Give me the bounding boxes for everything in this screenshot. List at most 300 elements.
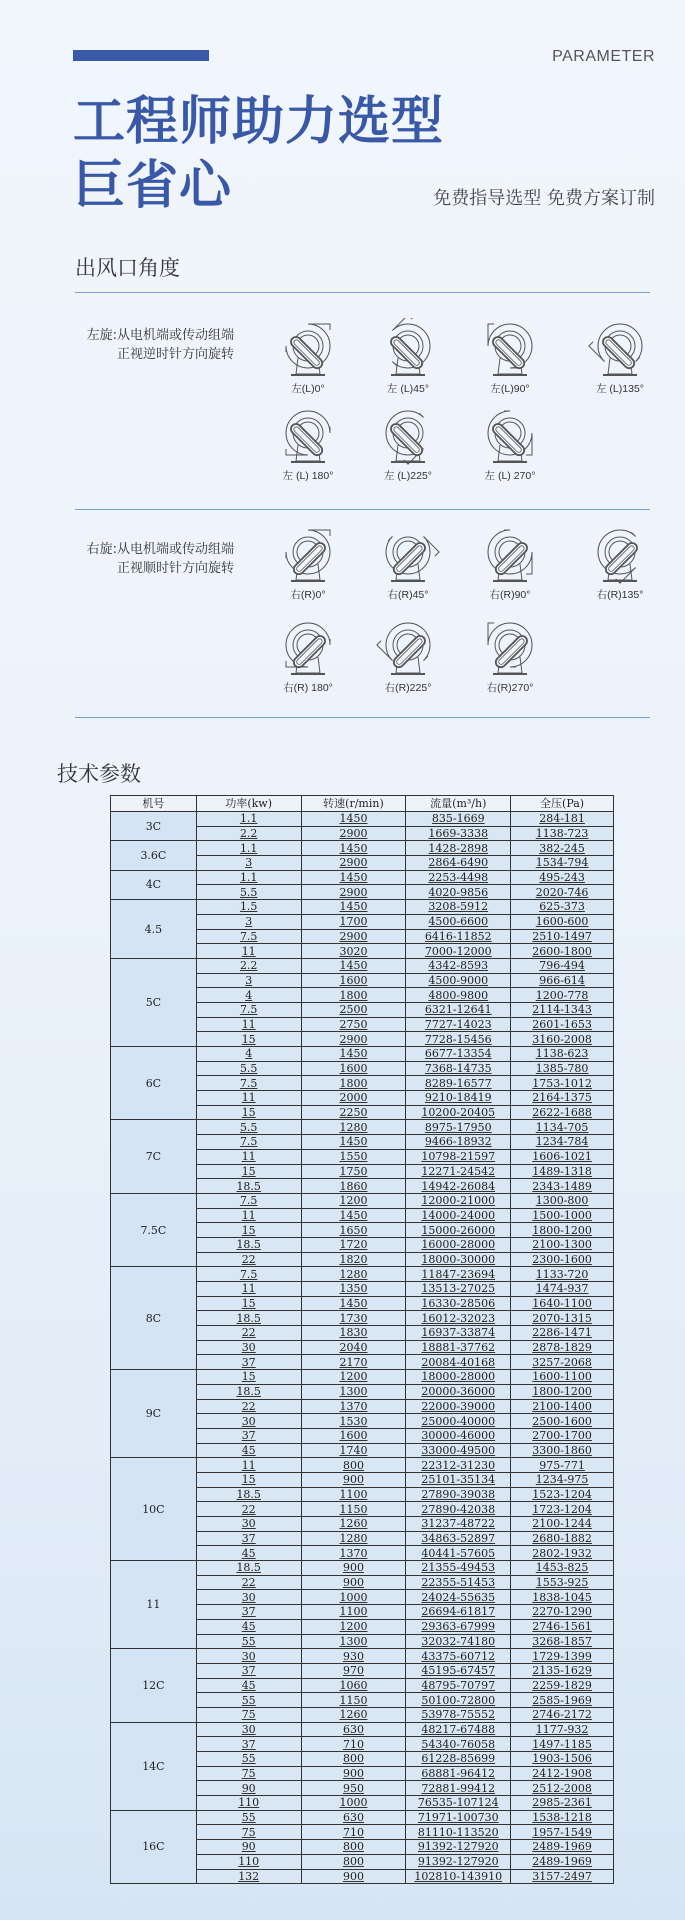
speed-cell: 1600 <box>301 973 406 988</box>
speed-cell: 2750 <box>301 1017 406 1032</box>
fan-outlet-icon <box>276 617 340 679</box>
flow-cell: 54340-76058 <box>406 1737 511 1752</box>
fan-outlet-icon <box>588 524 652 586</box>
flow-cell: 9466-18932 <box>406 1135 511 1150</box>
speed-cell: 1100 <box>301 1605 406 1620</box>
power-cell: 18.5 <box>196 1179 301 1194</box>
fan-angle-label: 左 (L)135° <box>596 383 644 395</box>
pressure-cell: 1729-1399 <box>511 1649 614 1664</box>
speed-cell: 1370 <box>301 1399 406 1414</box>
fan-angle-label: 右(R)135° <box>596 589 644 601</box>
power-cell: 110 <box>196 1854 301 1869</box>
pressure-cell: 284-181 <box>511 812 614 827</box>
flow-cell: 7728-15456 <box>406 1032 511 1047</box>
flow-cell: 9210-18419 <box>406 1091 511 1106</box>
flow-cell: 20000-36000 <box>406 1384 511 1399</box>
fan-left-225 <box>373 405 443 483</box>
power-cell: 37 <box>196 1428 301 1443</box>
speed-cell: 1550 <box>301 1149 406 1164</box>
fan-angle-label: 右(R)45° <box>387 589 429 601</box>
pressure-cell: 2512-2008 <box>511 1781 614 1796</box>
power-cell: 110 <box>196 1796 301 1811</box>
power-cell: 11 <box>196 1149 301 1164</box>
power-cell: 7.5 <box>196 1193 301 1208</box>
speed-cell: 1750 <box>301 1164 406 1179</box>
fan-outlet-icon <box>478 318 542 380</box>
pressure-cell: 1138-623 <box>511 1047 614 1062</box>
pressure-cell: 1838-1045 <box>511 1590 614 1605</box>
table-row <box>111 1370 614 1385</box>
speed-cell: 1700 <box>301 914 406 929</box>
pressure-cell: 1903-1506 <box>511 1752 614 1767</box>
speed-cell: 800 <box>301 1854 406 1869</box>
flow-cell: 10798-21597 <box>406 1149 511 1164</box>
flow-cell: 18881-37762 <box>406 1340 511 1355</box>
column-header: 机号 <box>111 796 197 812</box>
speed-cell: 1200 <box>301 1619 406 1634</box>
pressure-cell: 2412-1908 <box>511 1766 614 1781</box>
power-cell: 37 <box>196 1531 301 1546</box>
power-cell: 15 <box>196 1223 301 1238</box>
pressure-cell: 1500-1000 <box>511 1208 614 1223</box>
speed-cell: 1370 <box>301 1546 406 1561</box>
fan-outlet-icon <box>376 318 440 380</box>
pressure-cell: 2343-1489 <box>511 1179 614 1194</box>
power-cell: 15 <box>196 1105 301 1120</box>
power-cell: 5.5 <box>196 885 301 900</box>
fan-right-270 <box>475 617 545 695</box>
divider <box>75 717 650 718</box>
speed-cell: 1450 <box>301 841 406 856</box>
power-cell: 75 <box>196 1825 301 1840</box>
speed-cell: 900 <box>301 1472 406 1487</box>
table-row <box>111 1649 614 1664</box>
power-cell: 15 <box>196 1472 301 1487</box>
speed-cell: 2900 <box>301 826 406 841</box>
flow-cell: 7727-14023 <box>406 1017 511 1032</box>
model-cell: 8C <box>111 1267 197 1370</box>
flow-cell: 68881-96412 <box>406 1766 511 1781</box>
pressure-cell: 2985-2361 <box>511 1796 614 1811</box>
flow-cell: 48217-67488 <box>406 1722 511 1737</box>
flow-cell: 72881-99412 <box>406 1781 511 1796</box>
pressure-cell: 2270-1290 <box>511 1605 614 1620</box>
fan-left-45 <box>373 318 443 396</box>
model-cell: 7C <box>111 1120 197 1193</box>
fan-right-0 <box>273 524 343 602</box>
power-cell: 5.5 <box>196 1120 301 1135</box>
speed-cell: 2040 <box>301 1340 406 1355</box>
flow-cell: 22355-51453 <box>406 1575 511 1590</box>
power-cell: 45 <box>196 1546 301 1561</box>
power-cell: 4 <box>196 1047 301 1062</box>
pressure-cell: 2300-1600 <box>511 1252 614 1267</box>
speed-cell: 1260 <box>301 1707 406 1722</box>
fan-angle-label: 右(R)225° <box>384 682 432 694</box>
speed-cell: 710 <box>301 1737 406 1752</box>
power-cell: 30 <box>196 1590 301 1605</box>
speed-cell: 1280 <box>301 1531 406 1546</box>
table-row <box>111 1120 614 1135</box>
flow-cell: 11847-23694 <box>406 1267 511 1282</box>
divider <box>75 292 650 293</box>
pressure-cell: 3300-1860 <box>511 1443 614 1458</box>
fan-angle-label: 右(R) 180° <box>283 682 333 694</box>
pressure-cell: 3160-2008 <box>511 1032 614 1047</box>
pressure-cell: 1300-800 <box>511 1193 614 1208</box>
pressure-cell: 2700-1700 <box>511 1428 614 1443</box>
table-row <box>111 1722 614 1737</box>
fan-outlet-icon <box>478 617 542 679</box>
pressure-cell: 1489-1318 <box>511 1164 614 1179</box>
table-row <box>111 1458 614 1473</box>
flow-cell: 24024-55635 <box>406 1590 511 1605</box>
pressure-cell: 1538-1218 <box>511 1810 614 1825</box>
flow-cell: 6416-11852 <box>406 929 511 944</box>
speed-cell: 1530 <box>301 1414 406 1429</box>
table-row <box>111 1047 614 1062</box>
pressure-cell: 1134-705 <box>511 1120 614 1135</box>
fan-angle-label: 左 (L) 180° <box>282 470 334 482</box>
flow-cell: 7000-12000 <box>406 944 511 959</box>
pressure-cell: 2164-1375 <box>511 1091 614 1106</box>
fan-angle-label: 左(L)90° <box>490 383 530 395</box>
power-cell: 75 <box>196 1766 301 1781</box>
pressure-cell: 1640-1100 <box>511 1296 614 1311</box>
pressure-cell: 2100-1300 <box>511 1237 614 1252</box>
power-cell: 45 <box>196 1443 301 1458</box>
power-cell: 90 <box>196 1781 301 1796</box>
left-desc-line-1: 左旋:从电机端或传动组端 <box>86 328 234 343</box>
flow-cell: 40441-57605 <box>406 1546 511 1561</box>
flow-cell: 12271-24542 <box>406 1164 511 1179</box>
power-cell: 75 <box>196 1707 301 1722</box>
model-cell: 4C <box>111 870 197 899</box>
flow-cell: 102810-143910 <box>406 1869 511 1884</box>
speed-cell: 1830 <box>301 1326 406 1341</box>
model-cell: 10C <box>111 1458 197 1561</box>
table-row <box>111 900 614 915</box>
power-cell: 45 <box>196 1619 301 1634</box>
speed-cell: 710 <box>301 1825 406 1840</box>
pressure-cell: 2020-746 <box>511 885 614 900</box>
speed-cell: 1260 <box>301 1517 406 1532</box>
model-cell: 3.6C <box>111 841 197 870</box>
fan-outlet-icon <box>276 524 340 586</box>
pressure-cell: 1523-1204 <box>511 1487 614 1502</box>
pressure-cell: 1497-1185 <box>511 1737 614 1752</box>
flow-cell: 4342-8593 <box>406 958 511 973</box>
power-cell: 30 <box>196 1414 301 1429</box>
pressure-cell: 975-771 <box>511 1458 614 1473</box>
speed-cell: 900 <box>301 1561 406 1576</box>
power-cell: 11 <box>196 944 301 959</box>
spec-table <box>110 795 614 1884</box>
speed-cell: 1200 <box>301 1370 406 1385</box>
fan-angle-label: 右(R)0° <box>290 589 326 601</box>
right-desc-line-2: 正视顺时针方向旋转 <box>116 561 234 576</box>
pressure-cell: 2500-1600 <box>511 1414 614 1429</box>
left-rotation-desc <box>72 326 234 364</box>
flow-cell: 18000-28000 <box>406 1370 511 1385</box>
pressure-cell: 966-614 <box>511 973 614 988</box>
model-cell: 6C <box>111 1047 197 1120</box>
flow-cell: 4020-9856 <box>406 885 511 900</box>
power-cell: 7.5 <box>196 1002 301 1017</box>
speed-cell: 1450 <box>301 812 406 827</box>
flow-cell: 8289-16577 <box>406 1076 511 1091</box>
speed-cell: 900 <box>301 1869 406 1884</box>
speed-cell: 1200 <box>301 1193 406 1208</box>
power-cell: 15 <box>196 1370 301 1385</box>
power-cell: 1.1 <box>196 870 301 885</box>
flow-cell: 15000-26000 <box>406 1223 511 1238</box>
power-cell: 30 <box>196 1649 301 1664</box>
flow-cell: 53978-75552 <box>406 1707 511 1722</box>
model-cell: 11 <box>111 1561 197 1649</box>
flow-cell: 29363-67999 <box>406 1619 511 1634</box>
table-row <box>111 1193 614 1208</box>
fan-right-45 <box>373 524 443 602</box>
speed-cell: 1350 <box>301 1282 406 1297</box>
flow-cell: 16000-28000 <box>406 1237 511 1252</box>
table-row <box>111 841 614 856</box>
speed-cell: 1060 <box>301 1678 406 1693</box>
fan-left-180 <box>273 405 343 483</box>
pressure-cell: 2070-1315 <box>511 1311 614 1326</box>
flow-cell: 31237-48722 <box>406 1517 511 1532</box>
fan-angle-label: 右(R)90° <box>489 589 531 601</box>
speed-cell: 630 <box>301 1810 406 1825</box>
speed-cell: 1300 <box>301 1634 406 1649</box>
power-cell: 11 <box>196 1091 301 1106</box>
model-cell: 5C <box>111 958 197 1046</box>
column-header: 全压(Pa) <box>511 796 614 812</box>
power-cell: 7.5 <box>196 1267 301 1282</box>
pressure-cell: 382-245 <box>511 841 614 856</box>
speed-cell: 2900 <box>301 1032 406 1047</box>
flow-cell: 14942-26084 <box>406 1179 511 1194</box>
power-cell: 15 <box>196 1032 301 1047</box>
speed-cell: 1150 <box>301 1502 406 1517</box>
power-cell: 37 <box>196 1663 301 1678</box>
speed-cell: 800 <box>301 1752 406 1767</box>
power-cell: 18.5 <box>196 1561 301 1576</box>
model-cell: 3C <box>111 812 197 841</box>
power-cell: 37 <box>196 1355 301 1370</box>
power-cell: 11 <box>196 1282 301 1297</box>
speed-cell: 950 <box>301 1781 406 1796</box>
pressure-cell: 2878-1829 <box>511 1340 614 1355</box>
pressure-cell: 2585-1969 <box>511 1693 614 1708</box>
speed-cell: 1280 <box>301 1120 406 1135</box>
power-cell: 11 <box>196 1208 301 1223</box>
power-cell: 55 <box>196 1634 301 1649</box>
power-cell: 2.2 <box>196 826 301 841</box>
fan-right-180 <box>273 617 343 695</box>
title-line-1: 工程师助力选型 <box>73 92 445 152</box>
speed-cell: 1280 <box>301 1267 406 1282</box>
pressure-cell: 2601-1653 <box>511 1017 614 1032</box>
tech-params-heading: 技术参数 <box>57 762 141 786</box>
power-cell: 7.5 <box>196 1076 301 1091</box>
flow-cell: 3208-5912 <box>406 900 511 915</box>
speed-cell: 800 <box>301 1458 406 1473</box>
flow-cell: 26694-61817 <box>406 1605 511 1620</box>
speed-cell: 2900 <box>301 885 406 900</box>
table-row <box>111 1810 614 1825</box>
pressure-cell: 2802-1932 <box>511 1546 614 1561</box>
speed-cell: 2900 <box>301 929 406 944</box>
pressure-cell: 1200-778 <box>511 988 614 1003</box>
speed-cell: 1820 <box>301 1252 406 1267</box>
speed-cell: 1300 <box>301 1384 406 1399</box>
fan-right-90 <box>475 524 545 602</box>
power-cell: 30 <box>196 1722 301 1737</box>
pressure-cell: 2135-1629 <box>511 1663 614 1678</box>
right-desc-line-1: 右旋:从电机端或传动组端 <box>86 542 234 557</box>
flow-cell: 14000-24000 <box>406 1208 511 1223</box>
power-cell: 55 <box>196 1752 301 1767</box>
divider <box>75 509 650 510</box>
fan-right-225 <box>373 617 443 695</box>
pressure-cell: 1600-600 <box>511 914 614 929</box>
power-cell: 37 <box>196 1605 301 1620</box>
flow-cell: 6677-13354 <box>406 1047 511 1062</box>
fan-angle-label: 左(L)0° <box>291 383 325 395</box>
flow-cell: 18000-30000 <box>406 1252 511 1267</box>
pressure-cell: 3268-1857 <box>511 1634 614 1649</box>
speed-cell: 1600 <box>301 1061 406 1076</box>
pressure-cell: 1800-1200 <box>511 1384 614 1399</box>
speed-cell: 2000 <box>301 1091 406 1106</box>
pressure-cell: 1800-1200 <box>511 1223 614 1238</box>
pressure-cell: 2746-2172 <box>511 1707 614 1722</box>
pressure-cell: 2622-1688 <box>511 1105 614 1120</box>
fan-outlet-icon <box>478 524 542 586</box>
speed-cell: 3020 <box>301 944 406 959</box>
pressure-cell: 2746-1561 <box>511 1619 614 1634</box>
power-cell: 18.5 <box>196 1384 301 1399</box>
pressure-cell: 2489-1969 <box>511 1854 614 1869</box>
speed-cell: 1450 <box>301 958 406 973</box>
flow-cell: 2253-4498 <box>406 870 511 885</box>
table-header-row <box>111 796 614 812</box>
pressure-cell: 796-494 <box>511 958 614 973</box>
power-cell: 15 <box>196 1164 301 1179</box>
pressure-cell: 3157-2497 <box>511 1869 614 1884</box>
pressure-cell: 1534-794 <box>511 856 614 871</box>
table-row <box>111 870 614 885</box>
speed-cell: 1740 <box>301 1443 406 1458</box>
column-header: 转速(r/min) <box>301 796 406 812</box>
speed-cell: 900 <box>301 1766 406 1781</box>
power-cell: 7.5 <box>196 1135 301 1150</box>
speed-cell: 930 <box>301 1649 406 1664</box>
pressure-cell: 1600-1100 <box>511 1370 614 1385</box>
model-cell: 14C <box>111 1722 197 1810</box>
pressure-cell: 1133-720 <box>511 1267 614 1282</box>
page-title <box>73 90 444 218</box>
flow-cell: 12000-21000 <box>406 1193 511 1208</box>
pressure-cell: 1553-925 <box>511 1575 614 1590</box>
power-cell: 30 <box>196 1340 301 1355</box>
pressure-cell: 1723-1204 <box>511 1502 614 1517</box>
outlet-angle-heading: 出风口角度 <box>75 256 180 280</box>
accent-bar <box>73 50 209 61</box>
power-cell: 22 <box>196 1575 301 1590</box>
flow-cell: 30000-46000 <box>406 1428 511 1443</box>
power-cell: 1.1 <box>196 841 301 856</box>
power-cell: 132 <box>196 1869 301 1884</box>
power-cell: 1.5 <box>196 900 301 915</box>
power-cell: 4 <box>196 988 301 1003</box>
flow-cell: 20084-40168 <box>406 1355 511 1370</box>
fan-outlet-icon <box>276 405 340 467</box>
flow-cell: 33000-49500 <box>406 1443 511 1458</box>
flow-cell: 48795-70797 <box>406 1678 511 1693</box>
power-cell: 3 <box>196 973 301 988</box>
power-cell: 37 <box>196 1737 301 1752</box>
flow-cell: 2864-6490 <box>406 856 511 871</box>
fan-angle-label: 左 (L) 270° <box>484 470 536 482</box>
power-cell: 90 <box>196 1840 301 1855</box>
speed-cell: 1600 <box>301 1428 406 1443</box>
flow-cell: 1669-3338 <box>406 826 511 841</box>
fan-angle-label: 左 (L)45° <box>386 383 430 395</box>
flow-cell: 91392-127920 <box>406 1854 511 1869</box>
speed-cell: 1800 <box>301 1076 406 1091</box>
power-cell: 7.5 <box>196 929 301 944</box>
model-cell: 12C <box>111 1649 197 1722</box>
power-cell: 22 <box>196 1326 301 1341</box>
speed-cell: 1450 <box>301 1296 406 1311</box>
power-cell: 30 <box>196 1517 301 1532</box>
fan-outlet-icon <box>588 318 652 380</box>
flow-cell: 4500-6600 <box>406 914 511 929</box>
power-cell: 11 <box>196 1458 301 1473</box>
pressure-cell: 3257-2068 <box>511 1355 614 1370</box>
power-cell: 18.5 <box>196 1487 301 1502</box>
flow-cell: 1428-2898 <box>406 841 511 856</box>
fan-left-90 <box>475 318 545 396</box>
model-cell: 7.5C <box>111 1193 197 1266</box>
flow-cell: 16012-32023 <box>406 1311 511 1326</box>
flow-cell: 16330-28506 <box>406 1296 511 1311</box>
power-cell: 55 <box>196 1810 301 1825</box>
pressure-cell: 495-243 <box>511 870 614 885</box>
pressure-cell: 2600-1800 <box>511 944 614 959</box>
flow-cell: 50100-72800 <box>406 1693 511 1708</box>
table-row <box>111 1267 614 1282</box>
flow-cell: 4800-9800 <box>406 988 511 1003</box>
fan-outlet-icon <box>376 617 440 679</box>
fan-left-0 <box>273 318 343 396</box>
flow-cell: 43375-60712 <box>406 1649 511 1664</box>
model-cell: 9C <box>111 1370 197 1458</box>
fan-right-135 <box>585 524 655 602</box>
speed-cell: 1450 <box>301 870 406 885</box>
speed-cell: 1150 <box>301 1693 406 1708</box>
speed-cell: 1650 <box>301 1223 406 1238</box>
pressure-cell: 2286-1471 <box>511 1326 614 1341</box>
flow-cell: 10200-20405 <box>406 1105 511 1120</box>
speed-cell: 1450 <box>301 1047 406 1062</box>
pressure-cell: 1606-1021 <box>511 1149 614 1164</box>
speed-cell: 2250 <box>301 1105 406 1120</box>
speed-cell: 1720 <box>301 1237 406 1252</box>
speed-cell: 2900 <box>301 856 406 871</box>
